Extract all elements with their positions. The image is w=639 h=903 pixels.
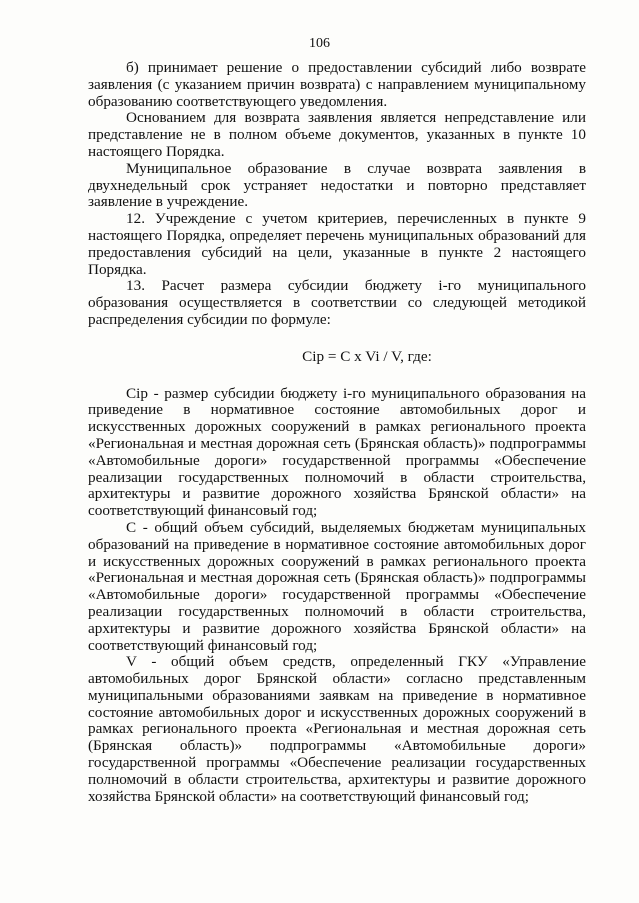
definition-cip: Cip - размер субсидии бюджету i-го муниципального образования на приведение в нормативное состояние автомобильных дорог и искусственных дорожных сооружений в рамках регионального проекта «Региональная и местная дорожная сеть (Брянская область)» подпрограммы «Автомобильные дороги» государственной программы «Обеспечение реализации государственных полномочий в области строительства, архитектуры и развитие дорожного хозяйства Брянской области» на соответствующий финансовый год; [88, 384, 586, 520]
paragraph-item-12: 12. Учреждение с учетом критериев, перечисленных в пункте 9 настоящего Порядка, определяет перечень муниципальных образований для предоставления субсидий на цели, указанные в пункте 2 настоящего Порядка. [88, 210, 586, 278]
paragraph-resubmission: Муниципальное образование в случае возврата заявления в двухнедельный срок устраняет недостатки и повторно представляет заявление в учреждение. [88, 159, 586, 211]
definition-c: C - общий объем субсидий, выделяемых бюджетам муниципальных образований на приведение в нормативное состояние автомобильных дорог и искусственных дорожных сооружений в рамках регионального проекта «Региональная и местная дорожная сеть (Брянская область)» подпрограммы «Автомобильные дороги» государственной программы «Обеспечение реализации государственных полномочий в области строительства, архитектуры и развитие дорожного хозяйства Брянской области» на соответствующий финансовый год; [88, 518, 586, 654]
paragraph-item-13: 13. Расчет размера субсидии бюджету i-го муниципального образования осуществляется в соответствии со следующей методикой распределения субсидии по формуле: [88, 277, 586, 328]
definition-v: V - общий объем средств, определенный ГКУ «Управление автомобильных дорог Брянской области» согласно представленным муниципальными образованиями заявкам на приведение в нормативное состояние автомобильных дорог и искусственных дорожных сооружений в рамках регионального проекта «Региональная и местная дорожная сеть (Брянская область)» подпрограммы «Автомобильные дороги» государственной программы «Обеспечение реализации государственных полномочий в области строительства, архитектуры и развитие дорожного хозяйства Брянской области» на соответствующий финансовый год; [88, 653, 586, 805]
subsidy-formula: Cip = C x Vi / V, где: [302, 347, 432, 365]
document-body [88, 60, 586, 805]
paragraph-return-decision: б) принимает решение о предоставлении субсидий либо возврате заявления (с указанием причин возврата) с направлением муниципальному образованию соответствующего уведомления. [88, 59, 586, 110]
paragraph-return-grounds: Основанием для возврата заявления является непредставление или представление не в полном объеме документов, указанных в пункте 10 настоящего Порядка. [88, 109, 586, 160]
page-number: 106 [309, 36, 330, 51]
